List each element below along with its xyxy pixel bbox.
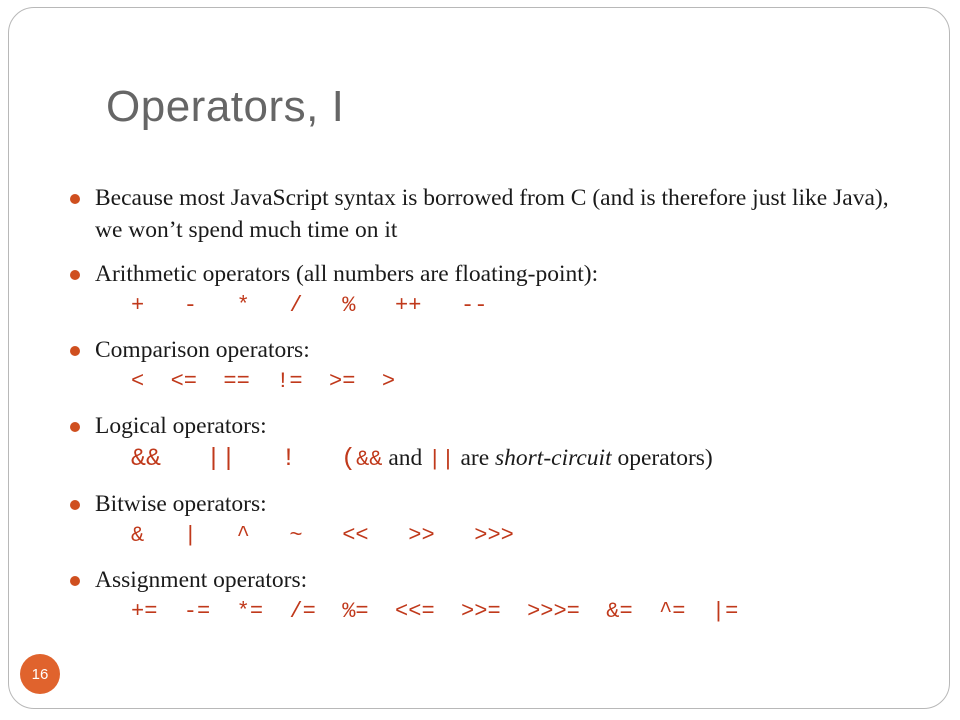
bullet-text: Assignment operators: (95, 567, 308, 593)
bullet-dot-icon (70, 194, 80, 204)
note-are: are (454, 445, 495, 471)
bullet-dot-icon (70, 422, 80, 432)
bullet-dot-icon (70, 346, 80, 356)
note-close: operators) (611, 445, 713, 471)
bullet-text: Logical operators: (95, 413, 267, 439)
note-and: and (382, 445, 429, 471)
bullet-comparison (70, 334, 900, 398)
bullet-bitwise (70, 488, 900, 552)
bullet-text: Bitwise operators: (95, 491, 267, 517)
bullet-syntax (70, 182, 900, 246)
note-and-operator: && (356, 447, 383, 472)
bullet-list (70, 182, 900, 640)
page-number-badge: 16 (20, 654, 60, 694)
slide-title: Operators, I (106, 82, 345, 131)
logical-operators-line (95, 442, 900, 476)
bullet-dot-icon (70, 576, 80, 586)
bullet-dot-icon (70, 500, 80, 510)
bitwise-operators-code: & | ^ ~ << >> >>> (131, 523, 514, 548)
assignment-operators-code: += -= *= /= %= <<= >>= >>>= &= ^= |= (131, 599, 739, 624)
note-short-circuit: short-circuit (495, 445, 612, 471)
comparison-operators-code: < <= == != >= > (131, 369, 396, 394)
logical-operators-code: && || ! (131, 444, 297, 473)
bullet-logical (70, 410, 900, 476)
bullet-assignment (70, 564, 900, 628)
bullet-text: Arithmetic operators (all numbers are floating-point): (95, 261, 599, 287)
bullet-dot-icon (70, 270, 80, 280)
bullet-text: Comparison operators: (95, 337, 310, 363)
arithmetic-operators-code: + - * / % ++ -- (131, 293, 488, 318)
bullet-text: Because most JavaScript syntax is borrowed from C (and is therefore just like Java), we won’t spend much time on it (95, 185, 889, 243)
note-or-operator: || (428, 447, 455, 472)
note-paren: ( (341, 444, 357, 473)
bullet-arithmetic (70, 258, 900, 322)
